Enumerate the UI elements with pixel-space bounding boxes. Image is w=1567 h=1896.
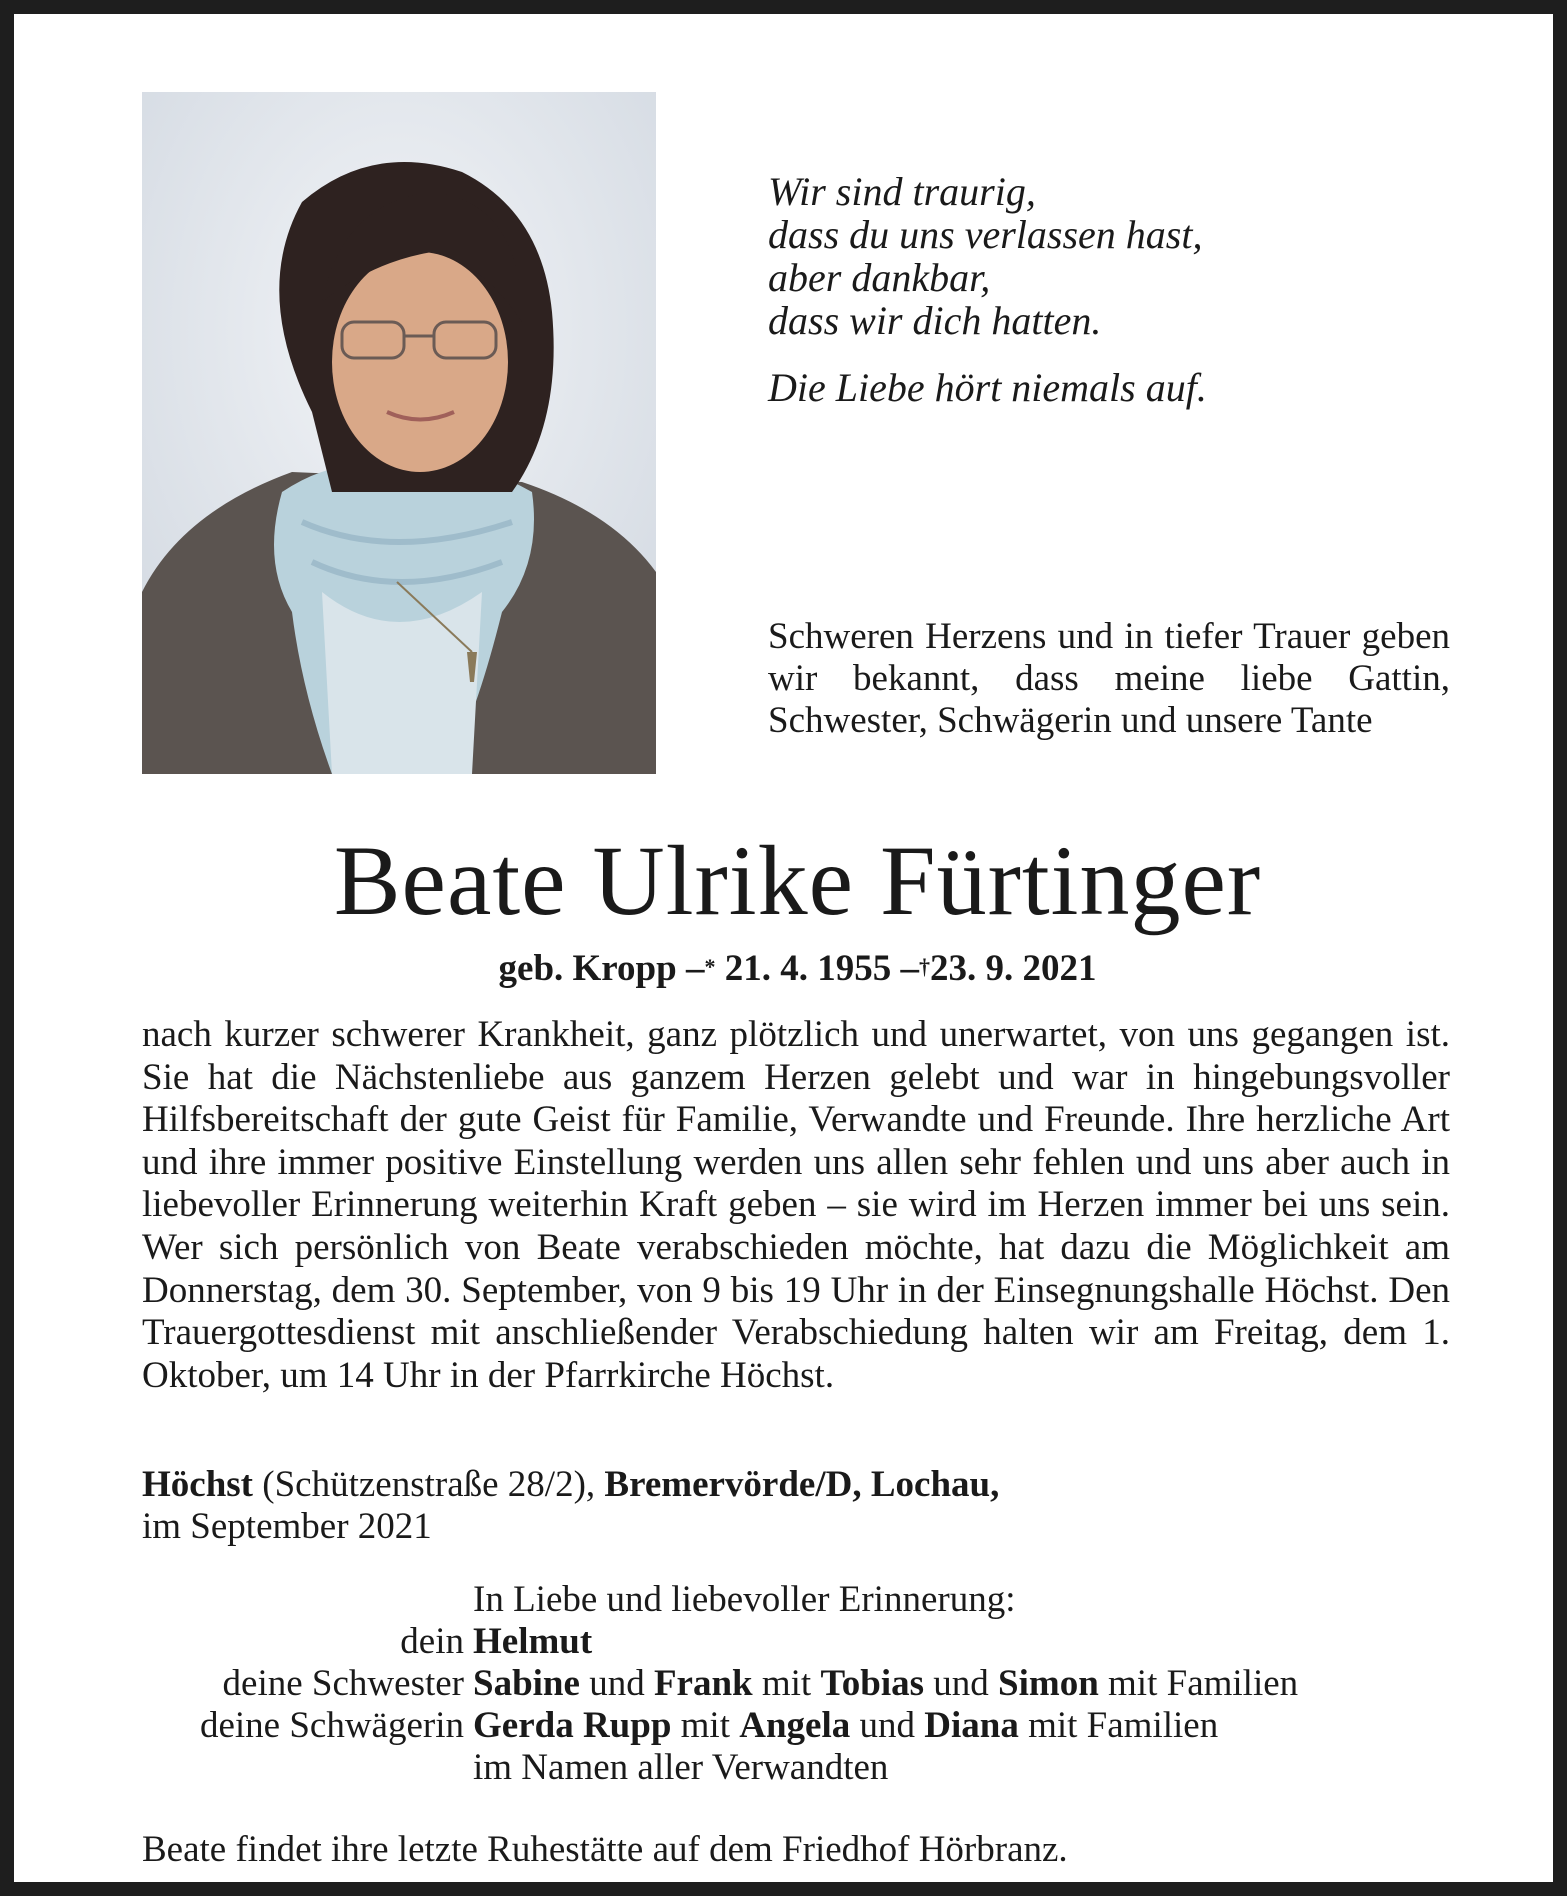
- signature-name: Angela: [739, 1705, 851, 1746]
- birth-symbol: *: [704, 954, 716, 979]
- signature-name: Simon: [998, 1663, 1099, 1704]
- signature-relation: dein: [400, 1621, 464, 1662]
- place-town: Höchst: [142, 1464, 253, 1505]
- burial-note: Beate findet ihre letzte Ruhestätte auf dem Friedhof Hörbranz.: [142, 1829, 1068, 1870]
- deceased-name: Beate Ulrike Fürtinger: [333, 825, 1262, 936]
- maiden-name: geb. Kropp: [498, 948, 677, 989]
- signature-text: mit: [752, 1663, 821, 1704]
- signature-names: [473, 1747, 888, 1789]
- place-and-date: [142, 1464, 1450, 1548]
- signature-text: mit: [671, 1705, 740, 1746]
- signature-name: Sabine: [473, 1663, 580, 1704]
- signature-names: [473, 1621, 592, 1663]
- signature-names: [473, 1705, 1218, 1747]
- signature-text: und: [924, 1663, 999, 1704]
- obituary-body: nach kurzer schwerer Krankheit, ganz plötzlich und unerwartet, von uns gegangen ist. Sie hat die Nächstenliebe aus ganzem Herzen gelebt und war in hingebungsvoller Hilfsbereitschaft der gute Geist für Familie, Verwandte und Freunde. Ihre herzliche Art und ihre immer positive Einstellung werden uns allen sehr fehlen und uns aber auch in liebevoller Erinnerung weiterhin Kraft geben – sie wird im Herzen immer bei uns sein. Wer sich persönlich von Beate verabschieden möchte, hat dazu die Möglichkeit am Donnerstag, dem 30. September, von 9 bis 19 Uhr in der Einsegnungshalle Höchst. Den Trauergottesdienst mit anschließender Verabschiedung halten wir am Freitag, dem 1. Oktober, um 14 Uhr in der Pfarrkirche Höchst.: [142, 1014, 1450, 1396]
- signature-names: [473, 1663, 1298, 1705]
- dash: –: [685, 948, 705, 989]
- place-others: Bremervörde/D, Lochau,: [604, 1464, 1000, 1505]
- signatures-heading: In Liebe und liebevoller Erinnerung:: [473, 1579, 1016, 1620]
- signature-text: mit Familien: [1018, 1705, 1219, 1746]
- poem: [768, 170, 1468, 409]
- poem-line: aber dankbar,: [768, 255, 991, 300]
- death-symbol: †: [918, 954, 930, 979]
- announcement-intro: Schweren Herzens und in tiefer Trauer geben wir bekannt, dass meine liebe Gattin, Schwester, Schwägerin und unsere Tante: [768, 616, 1450, 741]
- signature-relation: deine Schwester: [222, 1663, 464, 1704]
- poem-line: dass du uns verlassen hast,: [768, 212, 1203, 257]
- signature-name: Tobias: [820, 1663, 925, 1704]
- signature-name: Gerda Rupp: [473, 1705, 672, 1746]
- signature-name: Frank: [653, 1663, 753, 1704]
- signature-name: Helmut: [473, 1621, 593, 1662]
- poem-line: Wir sind traurig,: [768, 169, 1036, 214]
- signature-text: und: [579, 1663, 654, 1704]
- place-address: (Schützenstraße 28/2),: [262, 1464, 596, 1505]
- signature-relation: deine Schwägerin: [199, 1705, 464, 1746]
- poem-line: dass wir dich hatten.: [768, 298, 1102, 343]
- portrait-photo: [142, 92, 656, 774]
- place-month: im September 2021: [142, 1506, 432, 1547]
- death-date: 23. 9. 2021: [929, 948, 1097, 989]
- life-dates: [14, 946, 1567, 992]
- signature-text: und: [850, 1705, 925, 1746]
- dash: –: [900, 948, 919, 989]
- signature-name: Diana: [924, 1705, 1019, 1746]
- portrait-illustration: [142, 92, 656, 774]
- signature-text: mit Familien: [1098, 1663, 1299, 1704]
- birth-date: 21. 4. 1955: [724, 948, 892, 989]
- signature-text: im Namen aller Verwandten: [473, 1747, 889, 1788]
- poem-closing: Die Liebe hört niemals auf.: [768, 365, 1207, 410]
